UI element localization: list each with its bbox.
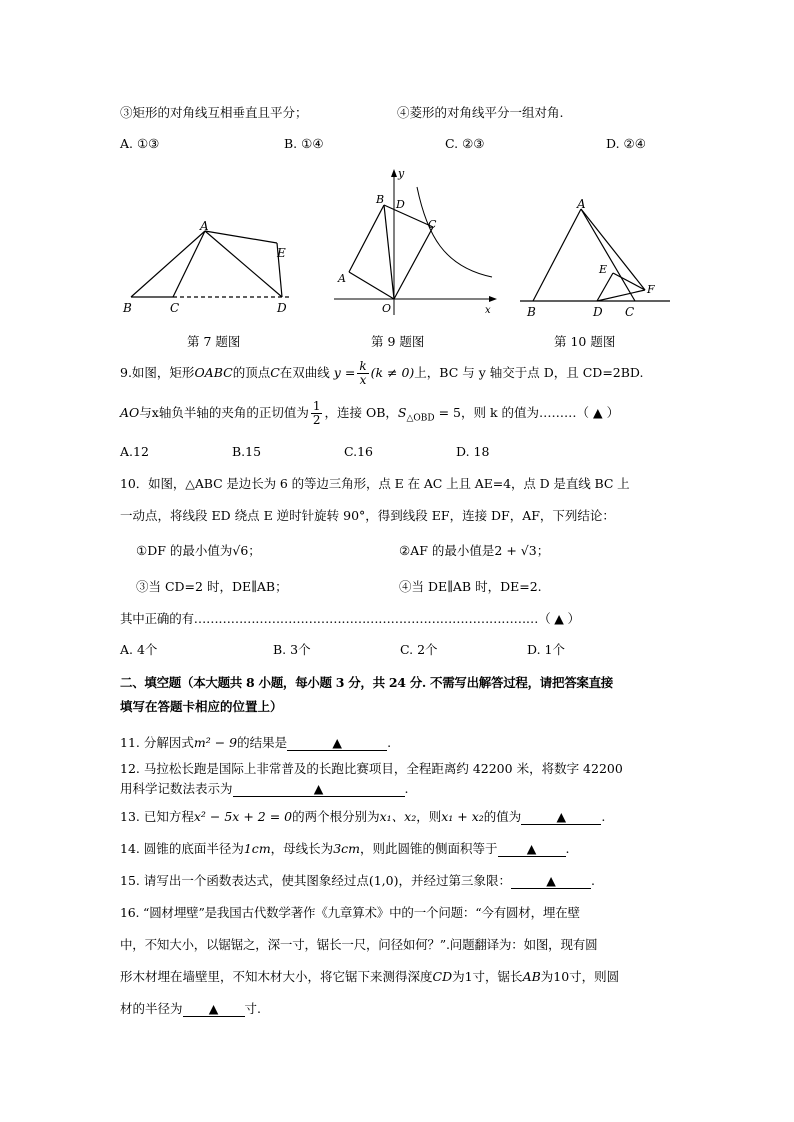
q12-line-1: 12. 马拉松长跑是国际上非常普及的长跑比赛项目，全程距离约 42200 米，将数字 42200 xyxy=(120,761,623,776)
figure-9 xyxy=(332,165,502,320)
q10-option-c: C. 2个 xyxy=(400,642,438,657)
section-2-heading: 二、填空题（本大题共 8 小题，每小题 3 分，共 24 分. 不需写出解答过程，请把答案直接 xyxy=(120,675,614,690)
q8-option-a: A. ①③ xyxy=(120,136,160,151)
q9-half: $\frac{1}{2}$ xyxy=(312,399,321,427)
q10-line-2: 一动点，将线段 ED 绕点 E 逆时针旋转 90°，得到线段 EF，连接 DF，AF，下列结论： xyxy=(120,508,615,523)
q9-line-1: 9.如图，矩形OABC的顶点C在双曲线 y = $\frac{k}{x}$ (k ≠ 0)上，BC 与 y 轴交于点 D，且 CD=2BD. xyxy=(120,359,644,387)
q10-conclusion-3: ③当 CD=2 时，DE∥AB； xyxy=(136,579,288,594)
section-2-heading-cont: 填写在答题卡相应的位置上） xyxy=(120,699,283,714)
fig9-label-x: x xyxy=(485,305,491,316)
q15: 15. 请写出一个函数表达式，使其图象经过点(1,0)，并经过第三象限： ▲ . xyxy=(120,873,595,888)
q10-conclusion-1: ①DF 的最小值为√6； xyxy=(136,543,261,558)
q10-line-1: 10．如图，△ABC 是边长为 6 的等边三角形，点 E 在 AC 上且 AE=4，点 D 是直线 BC 上 xyxy=(120,476,630,491)
fig10-label-b: B xyxy=(527,305,536,319)
q9-option-d: D. 18 xyxy=(456,444,490,459)
fig9-label-a: A xyxy=(338,272,346,285)
fig9-label-o: O xyxy=(382,302,392,315)
q10-option-a: A. 4个 xyxy=(120,642,158,657)
q10-conclusion-2: ②AF 的最小值是2 + √3； xyxy=(399,543,550,558)
q14-answer-blank[interactable]: ▲ xyxy=(498,842,566,857)
q9-line-2: AO与x轴负半轴的夹角的正切值为 $\frac{1}{2}$ ，连接 OB，$S_{\triangle OBD} = 5$，则 k 的值为………（ ▲ ） xyxy=(120,399,620,427)
q9-k-over-x: $\frac{k}{x}$ xyxy=(359,359,367,387)
q8-option-d: D. ②④ xyxy=(606,136,646,151)
fig7-label-c: C xyxy=(170,301,180,315)
q11-answer-blank[interactable]: ▲ xyxy=(287,736,387,751)
figure-7 xyxy=(115,215,315,320)
q10-option-d: D. 1个 xyxy=(527,642,565,657)
q13: 13. 已知方程x² − 5x + 2 = 0的两个根分别为x₁、x₂，则x₁ + x₂的值为 ▲ . xyxy=(120,809,606,824)
q12-line-2: 用科学记数法表示为 ▲ . xyxy=(120,781,409,796)
q8-statement-3: ③矩形的对角线互相垂直且平分； xyxy=(120,105,308,120)
q9-option-a: A.12 xyxy=(120,444,149,459)
fig9-caption: 第 9 题图 xyxy=(371,334,425,349)
fig9-label-d: D xyxy=(396,198,405,211)
q13-answer-blank[interactable]: ▲ xyxy=(521,810,601,825)
q8-option-b: B. ①④ xyxy=(284,136,324,151)
q14: 14. 圆锥的底面半径为1cm，母线长为3cm，则此圆锥的侧面积等于 ▲ . xyxy=(120,841,570,856)
fig9-label-b: B xyxy=(376,193,385,206)
q10-option-b: B. 3个 xyxy=(273,642,311,657)
fig10-label-d: D xyxy=(593,305,603,319)
figure-10 xyxy=(515,197,675,322)
fig9-label-c: C xyxy=(428,218,437,231)
q16-line-2: 中，不知大小，以锯锯之，深一寸，锯长一尺，问径如何？”.问题翻译为：如图，现有圆 xyxy=(120,937,598,952)
fig7-label-d: D xyxy=(277,301,287,315)
fig7-caption: 第 7 题图 xyxy=(187,334,241,349)
q16-answer-blank[interactable]: ▲ xyxy=(183,1002,245,1017)
fig10-caption: 第 10 题图 xyxy=(554,334,616,349)
q8-statement-4: ④菱形的对角线平分一组对角. xyxy=(397,105,564,120)
fig10-label-f: F xyxy=(647,283,655,296)
q8-option-c: C. ②③ xyxy=(445,136,485,151)
fig7-label-a: A xyxy=(200,219,209,233)
q16-line-1: 16. “圆材埋壁”是我国古代数学著作《九章算术》中的一个问题：“今有圆材，埋在壁 xyxy=(120,905,580,920)
q11: 11. 分解因式m² − 9的结果是 ▲ . xyxy=(120,735,392,750)
q16-line-3: 形木材埋在墙壁里，不知木材大小，将它锯下来测得深度CD为1寸，锯长AB为10寸，则圆 xyxy=(120,969,620,984)
q16-line-4: 材的半径为 ▲ 寸. xyxy=(120,1001,261,1016)
q10-question: 其中正确的有…………………………………………………………………………（ ▲ ） xyxy=(120,611,580,626)
q9-option-b: B.15 xyxy=(232,444,262,459)
q15-answer-blank[interactable]: ▲ xyxy=(511,874,591,889)
fig10-label-e: E xyxy=(599,263,608,276)
fig7-label-e: E xyxy=(277,246,286,260)
fig10-label-c: C xyxy=(625,305,635,319)
q10-conclusion-4: ④当 DE∥AB 时，DE=2. xyxy=(399,579,542,594)
fig7-label-b: B xyxy=(123,301,132,315)
q9-option-c: C.16 xyxy=(344,444,373,459)
fig10-label-a: A xyxy=(577,197,586,211)
fig9-label-y: y xyxy=(398,167,405,180)
q12-answer-blank[interactable]: ▲ xyxy=(233,782,405,797)
